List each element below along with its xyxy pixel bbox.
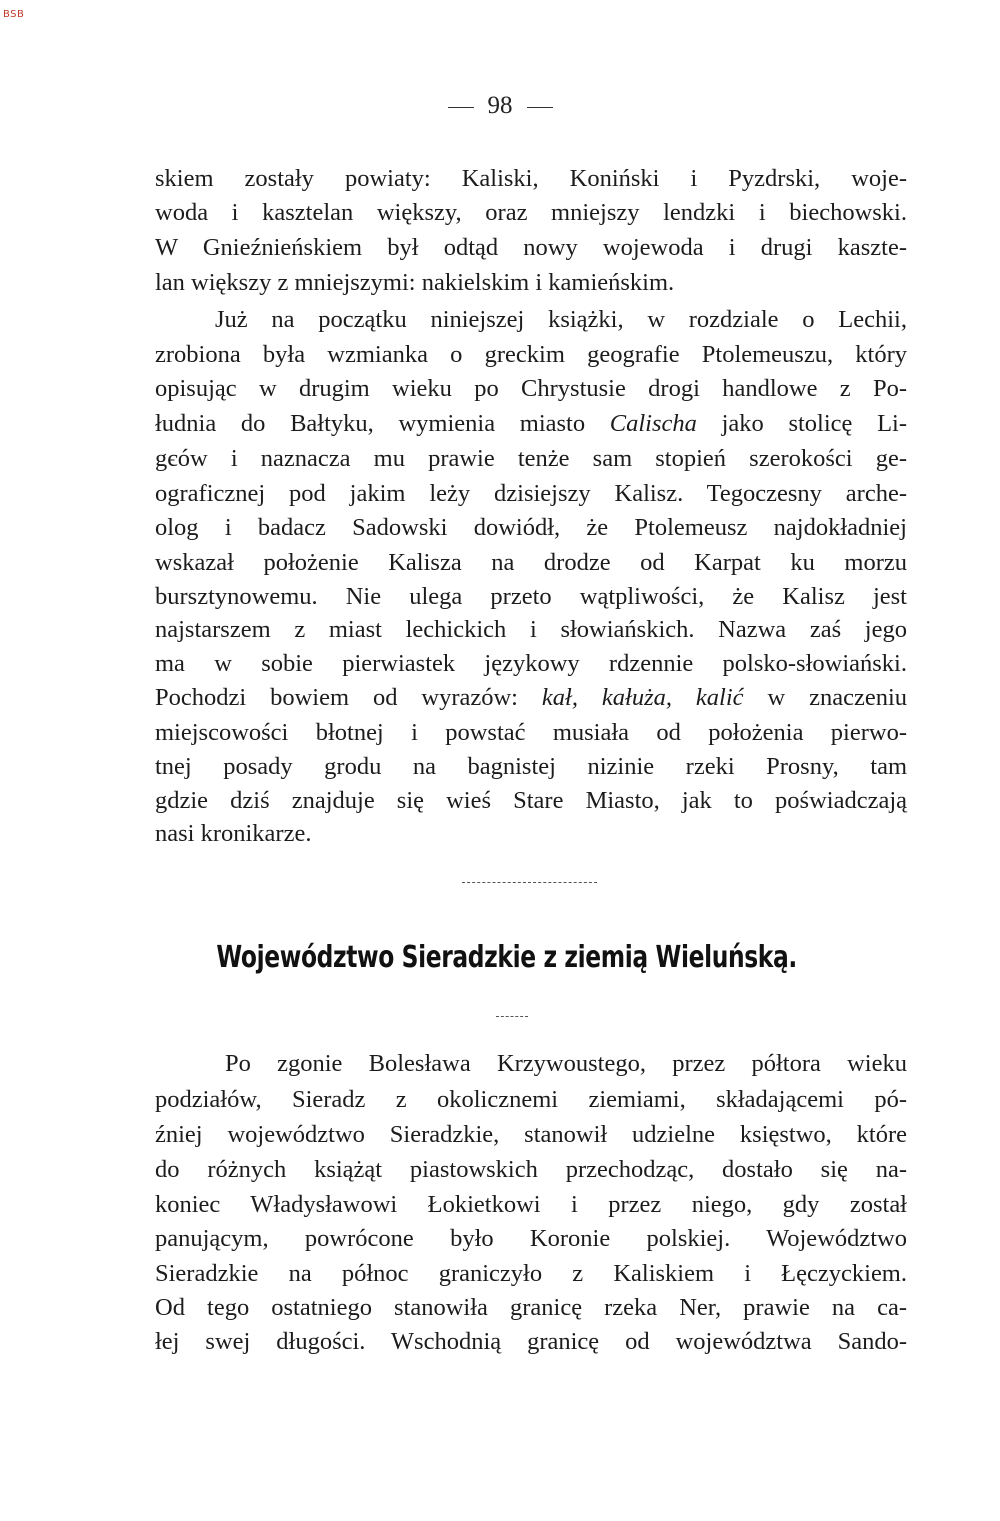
- text-line: koniec Władysławowi Łokietkowi i przez niego, gdy został: [155, 1191, 907, 1218]
- text-segment: Pochodzi bowiem od wyrazów:: [155, 684, 518, 711]
- text-line: [155, 681, 907, 715]
- section-heading: Województwo Sieradzkie z ziemią Wieluńską.: [216, 940, 797, 975]
- text-line: [155, 407, 907, 441]
- dash-left: [448, 107, 474, 108]
- text-line: ma w sobie pierwiastek językowy rdzennie polsko-słowiański.: [155, 650, 907, 677]
- text-line: łej swej długości. Wschodnią granicę od województwa Sando-: [155, 1328, 907, 1355]
- text-line: W Gnieźnieńskiem był odtąd nowy wojewoda i drugi kaszte-: [155, 234, 907, 261]
- page-number-header: [0, 92, 1000, 120]
- text-line: do różnych książąt piastowskich przechodząc, dostało się na-: [155, 1156, 907, 1183]
- text-line: opisując w drugim wieku po Chrystusie drogi handlowe z Po-: [155, 375, 907, 402]
- text-segment: łudnia do Bałtyku, wymienia miasto: [155, 410, 586, 437]
- section-separator: [462, 882, 597, 883]
- text-line: gєów i naznacza mu prawie tenże sam stopień szerokości ge-: [155, 445, 907, 472]
- text-line: nasi kronikarze.: [155, 820, 312, 847]
- text-line: woda i kasztelan większy, oraz mniejszy lendzki i biechowski.: [155, 199, 907, 226]
- text-line: najstarszem z miast lechickich i słowiańskich. Nazwa zaś jego: [155, 616, 907, 643]
- text-line: lan większy z mniejszymi: nakielskim i kamieńskim.: [155, 269, 675, 296]
- text-line: wskazał położenie Kalisza na drodze od Karpat ku morzu: [155, 549, 907, 576]
- text-line: Po zgonie Bolesława Krzywoustego, przez półtora wieku: [225, 1050, 907, 1077]
- text-line: Sieradzkie na północ graniczyło z Kaliskiem i Łęczyckiem.: [155, 1260, 907, 1287]
- page-number: 98: [487, 92, 513, 119]
- text-line: miejscowości błotnej i powstać musiała od położenia pierwo-: [155, 719, 907, 746]
- text-line: tnej posady grodu na bagnistej nizinie rzeki Prosny, tam: [155, 753, 907, 780]
- italic-term: kał, kałuża, kalić: [541, 684, 744, 711]
- text-line: Już na początku niniejszej książki, w rozdziale o Lechii,: [215, 306, 907, 333]
- text-line: Od tego ostatniego stanowiła granicę rzeka Ner, prawie na ca-: [155, 1294, 907, 1321]
- text-line: skiem zostały powiaty: Kaliski, Koniński i Pyzdrski, woje-: [155, 165, 907, 192]
- text-segment: w znaczeniu: [767, 684, 908, 711]
- dash-right: [527, 107, 553, 108]
- text-line: gdzie dziś znajduje się wieś Stare Miasto, jak to poświadczają: [155, 787, 907, 814]
- text-segment: jako stolicę Li-: [721, 410, 908, 437]
- text-line: ograficznej pod jakim leży dzisiejszy Kalisz. Tegoczesny arche-: [155, 480, 907, 507]
- text-line: podziałów, Sieradz z okolicznemi ziemiami, składającemi pó-: [155, 1086, 907, 1113]
- text-line: bursztynowemu. Nie ulega przeto wątpliwości, że Kalisz jest: [155, 583, 907, 610]
- text-line: panującym, powrócone było Koronie polskiej. Województwo: [155, 1225, 907, 1252]
- italic-term: Calischa: [609, 410, 697, 437]
- text-line: zrobiona była wzmianka o greckim geografie Ptolemeuszu, który: [155, 341, 907, 368]
- heading-underline: [496, 1016, 528, 1017]
- text-line: olog i badacz Sadowski dowiódł, że Ptolemeusz najdokładniej: [155, 514, 907, 541]
- text-line: źniej województwo Sieradzkie, stanowił udzielne księstwo, które: [155, 1121, 907, 1148]
- library-stamp: BSB: [3, 9, 25, 20]
